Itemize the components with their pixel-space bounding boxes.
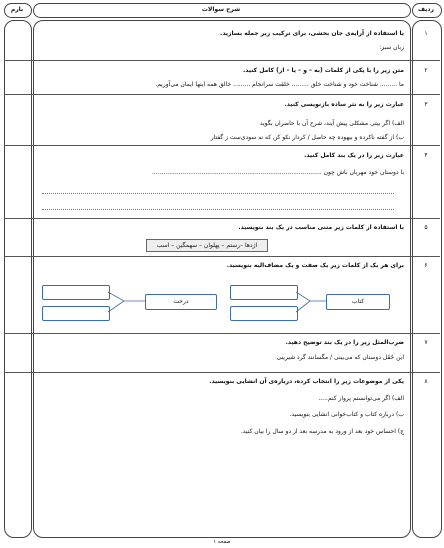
page-number: صفحه ۱	[213, 539, 231, 545]
separator-3	[4, 145, 440, 146]
answer-box[interactable]	[42, 285, 110, 300]
question-title: برای هر یک از کلمات زیر یک صفت و یک مضاف‌الیه بنویسید.	[226, 262, 404, 269]
answer-box[interactable]	[230, 285, 298, 300]
question-number: ۳	[424, 101, 428, 108]
question-title: با استفاده از آرایه‌ی جان بخشی، برای ترکیب زیر جمله بسازید.	[220, 30, 404, 37]
answer-box[interactable]	[42, 306, 110, 321]
question-line: ج) احساس خود بعد از ورود به مدرسه بعد از دو سال را بیان کنید.	[240, 428, 404, 435]
word-bank: اژدها –رستم – پهلوان – سهمگین – اسب	[146, 239, 268, 252]
question-line: ب) از گفته ناکرده و بیهوده چه حاصل / کردار نکو کن که نه سودی‌ست ز گفتار	[210, 134, 404, 141]
question-line: الف) اگر می‌توانستم پرواز کنم.....	[318, 395, 404, 402]
question-number: ۲	[424, 67, 428, 74]
question-number: ۵	[424, 224, 428, 231]
question-line: ب) درباره کتاب و کتاب‌خوانی انشایی بنویسید.	[289, 411, 404, 418]
question-line: این خَفَل دوستان که می‌بینی / مگسانند گرد شیرینی	[276, 354, 404, 361]
separator-1	[4, 60, 440, 61]
word-box-book: کتاب	[326, 294, 390, 310]
question-title: عبارت زیر را به نثر ساده بازنویسی کنید.	[284, 101, 404, 108]
separator-7	[4, 372, 440, 373]
question-title: ضرب‌المثل زیر را در یک بند توضیح دهید.	[285, 339, 404, 346]
question-line: ما ......... شناخت خود و شناخت خلق ......... خلقت سرانجام ......... خالق همه اینها ایمان می‌آوریم.	[155, 81, 404, 88]
answer-line	[42, 209, 394, 210]
row-number-column	[412, 20, 442, 538]
question-title: عبارت زیر را در یک بند کامل کنید.	[304, 152, 404, 159]
question-number: ۸	[424, 378, 428, 385]
question-number: ۶	[424, 262, 428, 269]
separator-6	[4, 333, 440, 334]
question-title: متن زیر را با یکی از کلمات (به – و – یا – از) کامل کنید.	[243, 67, 404, 74]
score-column	[4, 20, 32, 538]
word-box-tree: درخت	[145, 294, 217, 310]
answer-line	[42, 193, 394, 194]
question-line: با دوستان خود مهربان باش چون .........................................................................................	[151, 169, 404, 176]
question-title: یکی از موضوعات زیر را انتخاب کرده، درباره‌ی آن انشایی بنویسید.	[209, 378, 404, 385]
questions-column	[33, 20, 411, 538]
question-line: الف) اگر بیتی مشکلی پیش آیند، شرح آن با حاضران بگوید	[259, 120, 404, 127]
question-title: با استفاده از کلمات زیر متنی مناسب در یک بند بنویسید.	[238, 224, 404, 231]
header-score-label: بارم	[10, 6, 24, 13]
separator-2	[4, 94, 440, 95]
header-title-label: شرح سوالات	[201, 6, 241, 13]
question-number: ۱	[424, 30, 428, 37]
separator-5	[4, 256, 440, 257]
header-row-label: ردیف	[418, 6, 434, 13]
answer-box[interactable]	[230, 306, 298, 321]
question-number: ۷	[424, 339, 428, 346]
question-number: ۴	[424, 152, 428, 159]
separator-4	[4, 218, 440, 219]
question-line: زبان سبز:	[379, 44, 404, 51]
